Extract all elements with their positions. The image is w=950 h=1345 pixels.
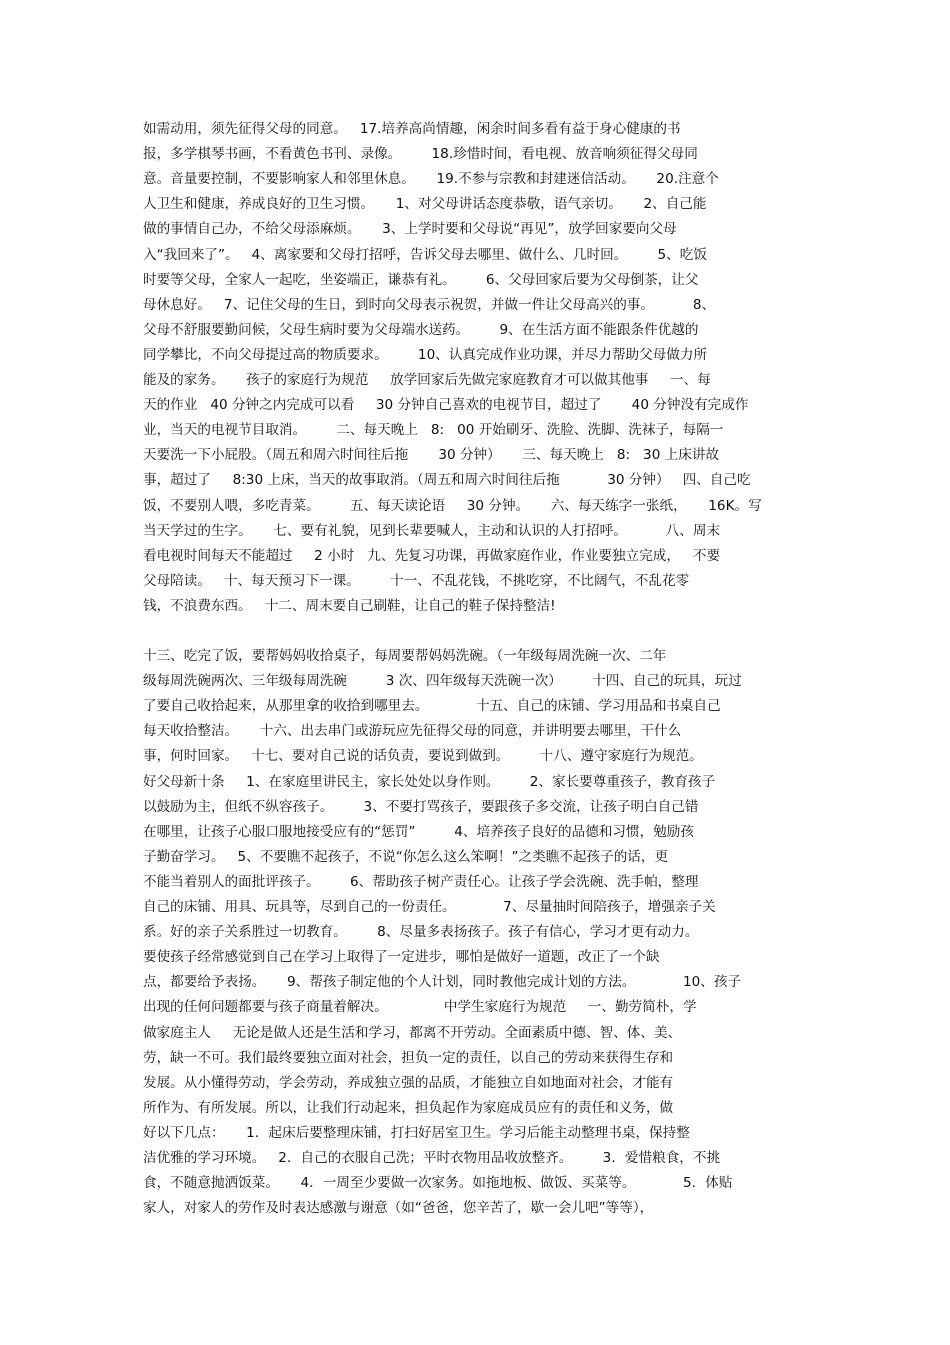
text-line: 如需动用，须先征得父母的同意。 17.培养高尚情趣，闲余时间多看有益于身心健康的书 xyxy=(143,121,681,137)
text-line: 事，超过了 8:30 上床，当天的故事取消。（周五和周六时间往后拖 30 分钟） 四、自己吃 xyxy=(143,472,751,488)
text-line: 所作为、有所发展。所以，让我们行动起来，担负起作为家庭成员应有的责任和义务，做 xyxy=(143,1100,674,1116)
text-line: 能及的家务。 孩子的家庭行为规范 放学回家后先做完家庭教育才可以做其他事 一、每 xyxy=(143,372,711,388)
text-line: 同学攀比，不向父母提过高的物质要求。 10、认真完成作业功课，并尽力帮助父母做力所 xyxy=(143,347,708,363)
text-line: 人卫生和健康，养成良好的卫生习惯。 1、对父母讲话态度恭敬，语气亲切。 2、自己能 xyxy=(143,196,707,212)
text-line: 做的事情自己办，不给父母添麻烦。 3、上学时要和父母说“再见”，放学回家要向父母 xyxy=(143,221,677,237)
text-line: 报，多学棋琴书画，不看黄色书刊、录像。 18.珍惜时间，看电视、放音响须征得父母同 xyxy=(143,146,698,162)
text-line: 级每周洗碗两次、三年级每周洗碗 3 次、四年级每天洗碗一次） 十四、自己的玩具，玩过 xyxy=(143,673,742,689)
text-line: 出现的任何问题都要与孩子商量着解决。 中学生家庭行为规范 一、勤劳简朴，学 xyxy=(143,999,697,1015)
text-line: 系。好的亲子关系胜过一切教育。 8、尽量多表扬孩子。孩子有信心，学习才更有动力。 xyxy=(143,924,699,940)
text-line: 时要等父母，全家人一起吃，坐姿端正，谦恭有礼。 6、父母回家后要为父母倒茶，让父 xyxy=(143,272,699,288)
text-line: 点，都要给予表扬。 9、帮孩子制定他的个人计划，同时教他完成计划的方法。 10、孩子 xyxy=(143,974,742,990)
text-line: 要使孩子经常感觉到自己在学习上取得了一定进步，哪怕是做好一道题，改正了一个缺 xyxy=(143,949,660,965)
text-line: 入“我回来了”。 4、离家要和父母打招呼，告诉父母去哪里、做什么、几时回。 5、吃饭 xyxy=(143,247,707,263)
text-line: 子勤奋学习。 5、不要瞧不起孩子，不说“你怎么这么笨啊！”之类瞧不起孩子的话，更 xyxy=(143,849,669,865)
text-line: 好以下几点： 1．起床后要整理床铺，打扫好居室卫生。学习后能主动整理书桌，保持整 xyxy=(143,1125,690,1141)
text-line: 母休息好。 7、记住父母的生日，到时向父母表示祝贺，并做一件让父母高兴的事。 8、 xyxy=(143,297,716,313)
text-line: 好父母新十条 1、在家庭里讲民主，家长处处以身作则。 2、家长要尊重孩子，教育孩子 xyxy=(143,774,716,790)
text-line: 家人，对家人的劳作及时表达感激与谢意（如“爸爸，您辛苦了，歇一会儿吧”等等）， xyxy=(143,1200,654,1216)
text-line: 父母不舒服要勤问候，父母生病时要为父母端水送药。 9、在生活方面不能跟条件优越的 xyxy=(143,322,699,338)
text-line: 十三、吃完了饭，要帮妈妈收拾桌子，每周要帮妈妈洗碗。（一年级每周洗碗一次、二年 xyxy=(143,648,667,664)
text-line: 以鼓励为主，但纸不纵容孩子。 3、不要打骂孩子，要跟孩子多交流，让孩子明白自己错 xyxy=(143,799,699,815)
text-line: 意。音量要控制，不要影响家人和邻里休息。 19.不参与宗教和封建迷信活动。 20.注意个 xyxy=(143,171,719,187)
text-line: 事，何时回家。 十七、要对自己说的话负责，要说到做到。 十八、遵守家庭行为规范。 xyxy=(143,748,703,764)
text-line: 在哪里，让孩子心服口服地接受应有的“惩罚” 4、培养孩子良好的品德和习惯，勉励孩 xyxy=(143,824,694,840)
text-line: 当天学过的生字。 七、要有礼貌，见到长辈要喊人，主动和认识的人打招呼。 八、周末 xyxy=(143,523,721,539)
text-line: 自己的床铺、用具、玩具等，尽到自己的一份责任。 7、尽量抽时间陪孩子，增强亲子关 xyxy=(143,899,716,915)
text-line: 食，不随意抛洒饭菜。 4．一周至少要做一次家务。如拖地板、做饭、买菜等。 5．体贴 xyxy=(143,1175,733,1191)
text-line: 看电视时间每天不能超过 2 小时 九、先复习功课，再做家庭作业，作业要独立完成， 不要 xyxy=(143,548,721,564)
text-line: 做家庭主人 无论是做人还是生活和学习，都离不开劳动。全面素质中德、智、体、美、 xyxy=(143,1025,682,1041)
text-line: 了要自己收拾起来，从那里拿的收拾到哪里去。 十五、自己的床铺、学习用品和书桌自己 xyxy=(143,698,721,714)
text-line: 父母陪读。 十、每天预习下一课。 十一、不乱花钱，不挑吃穿，不比阔气，不乱花零 xyxy=(143,573,690,589)
text-line: 天要洗一下小屁股。（周五和周六时间往后拖 30 分钟） 三、每天晚上 8: 30 上床讲故 xyxy=(143,447,720,463)
text-line: 饭，不要别人喂，多吃青菜。 五、每天读论语 30 分钟。 六、每天练字一张纸， 16K。写 xyxy=(143,498,762,514)
text-line: 劳，缺一不可。我们最终要独立面对社会，担负一定的责任，以自己的劳动来获得生存和 xyxy=(143,1050,674,1066)
text-line: 不能当着别人的面批评孩子。 6、帮助孩子树产责任心。让孩子学会洗碗、洗手帕，整理 xyxy=(143,874,699,890)
text-line: 洁优雅的学习环境。 2．自己的衣服自己洗；平时衣物用品收放整齐。 3．爱惜粮食，不挑 xyxy=(143,1150,721,1166)
text-line: 业，当天的电视节目取消。 二、每天晚上 8: 00 开始刷牙、洗脸、洗脚、洗袜子，每隔一 xyxy=(143,422,724,438)
text-line: 天的作业 40 分钟之内完成可以看 30 分钟自己喜欢的电视节目，超过了 40 分钟没有完成作 xyxy=(143,397,749,413)
text-line: 钱，不浪费东西。 十二、周末要自己刷鞋，让自己的鞋子保持整洁! xyxy=(143,598,556,614)
text-line: 发展。从小懂得劳动，学会劳动，养成独立强的品质，才能独立自如地面对社会，才能有 xyxy=(143,1075,674,1091)
text-line: 每天收拾整洁。 十六、出去串门或游玩应先征得父母的同意，并讲明要去哪里，干什么 xyxy=(143,723,682,739)
